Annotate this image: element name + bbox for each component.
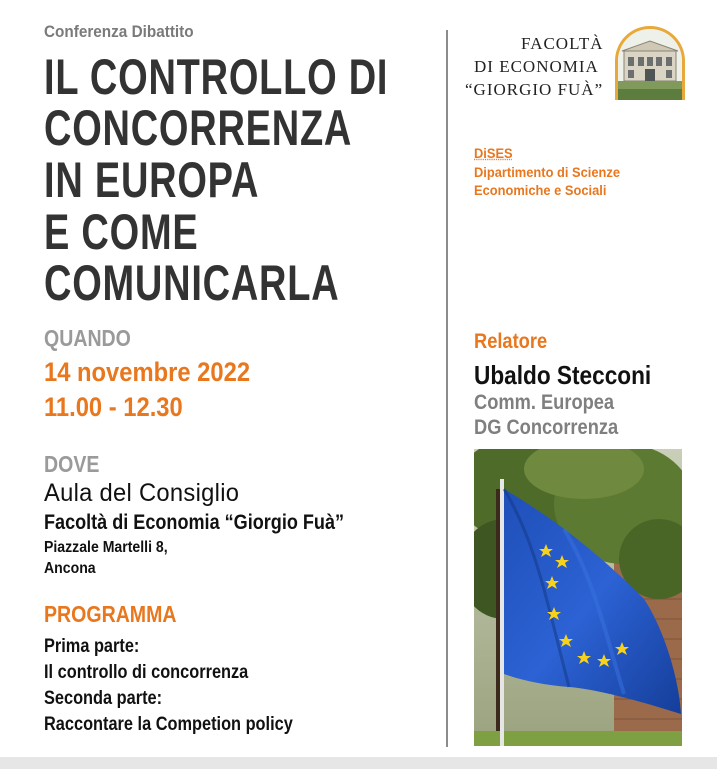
faculty-name: Facoltà di Economia “Giorgio Fuà”: [44, 511, 345, 534]
title-line-5: COMUNICARLA: [44, 255, 340, 311]
faculty-logo-line-1: FACOLTÀ: [521, 34, 604, 53]
faculty-logo-line-3: “GIORGIO FUÀ”: [465, 80, 604, 99]
program-label: PROGRAMMA: [44, 601, 177, 627]
department-acronym: DiSES: [474, 145, 513, 161]
when-label: QUANDO: [44, 325, 131, 351]
speaker-label: Relatore: [474, 330, 548, 353]
event-time: 11.00 - 12.30: [44, 392, 183, 422]
department-line-2: Economiche e Sociali: [474, 182, 607, 198]
event-type: Conferenza Dibattito: [44, 22, 194, 41]
title-line-2: CONCORRENZA: [44, 100, 353, 156]
speaker-role-1: Comm. Europea: [474, 391, 615, 414]
event-date: 14 novembre 2022: [44, 357, 251, 387]
program-line-1: Prima parte:: [44, 636, 140, 657]
title-line-3: IN EUROPA: [44, 152, 260, 208]
faculty-logo-line-2: DI ECONOMIA: [474, 57, 599, 76]
building-icon: [618, 29, 682, 100]
column-divider: [446, 30, 448, 747]
where-label: DOVE: [44, 451, 100, 477]
address: Piazzale Martelli 8,: [44, 539, 168, 556]
eu-flag-photo: [474, 449, 682, 746]
city: Ancona: [44, 560, 96, 577]
title-line-1: IL CONTROLLO DI: [44, 49, 389, 105]
program-line-2: Il controllo di concorrenza: [44, 662, 249, 683]
program-line-3: Seconda parte:: [44, 688, 163, 709]
speaker-role-2: DG Concorrenza: [474, 416, 619, 439]
speaker-name: Ubaldo Stecconi: [474, 360, 652, 390]
eu-flag-icon: [474, 449, 682, 746]
faculty-building-logo: [615, 26, 685, 100]
program-line-4: Raccontare la Competion policy: [44, 714, 293, 735]
bottom-strip: [0, 757, 717, 769]
title-line-4: E COME: [44, 204, 199, 260]
venue: Aula del Consiglio: [44, 479, 240, 507]
department-line-1: Dipartimento di Scienze: [474, 164, 621, 180]
